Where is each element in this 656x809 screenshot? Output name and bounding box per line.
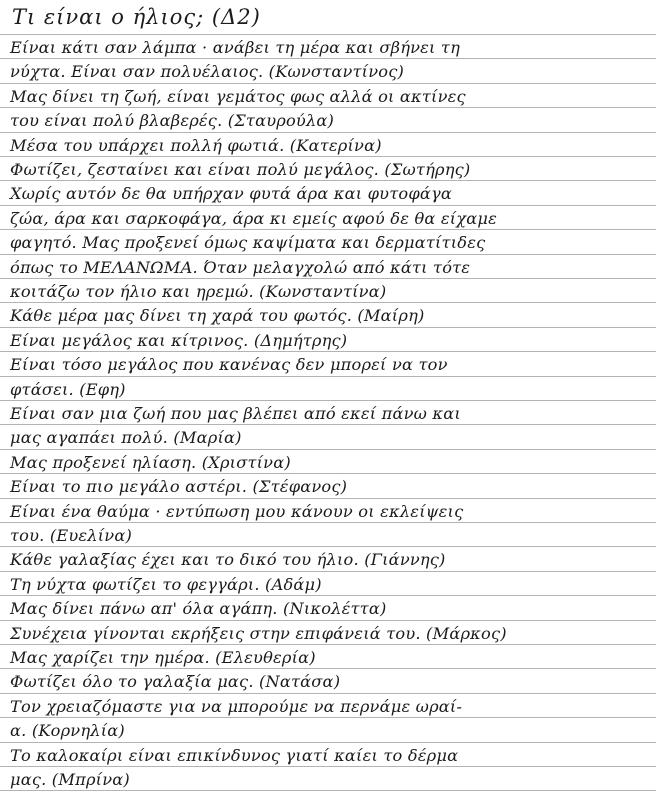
text-line: Είναι τόσο μεγάλος που κανένας δεν μπορεί να τον	[10, 355, 448, 375]
text-line: Το καλοκαίρι είναι επικίνδυνος γιατί καίει το δέρμα	[10, 745, 459, 765]
text-line: όπως το ΜΕΛΑΝΩΜΑ. Όταν μελαγχολώ από κάτι τότε	[10, 257, 471, 277]
text-line: Είναι κάτι σαν λάμπα · ανάβει τη μέρα και σβήνει τη	[10, 38, 460, 57]
page-title: Τι είναι ο ήλιος; (Δ2)	[12, 5, 261, 29]
text-line: Τον χρειαζόμαστε για να μπορούμε να περνάμε ωραί-	[10, 696, 463, 716]
text-line: του είναι πολύ βλαβερές. (Σταυρούλα)	[10, 111, 335, 131]
text-line: Τη νύχτα φωτίζει το φεγγάρι. (Αδάμ)	[10, 574, 322, 594]
text-line: κοιτάζω τον ήλιο και ηρεμώ. (Κωνσταντίνα)	[10, 282, 387, 301]
text-line: νύχτα. Είναι σαν πολυέλαιος. (Κωνσταντίνος)	[10, 62, 404, 82]
text-line: Μέσα του υπάρχει πολλή φωτιά. (Κατερίνα)	[10, 135, 382, 155]
text-line: Είναι σαν μια ζωή που μας βλέπει από εκεί πάνω και	[10, 404, 461, 423]
text-line: Συνέχεια γίνονται εκρήξεις στην επιφάνειά του. (Μάρκος)	[10, 623, 507, 643]
text-line: Μας προξενεί ηλίαση. (Χριστίνα)	[10, 452, 291, 472]
text-line: Είναι το πιο μεγάλο αστέρι. (Στέφανος)	[10, 477, 348, 497]
text-line: φαγητό. Μας προξενεί όμως καψίματα και δερματίτιδες	[10, 233, 486, 253]
text-line: Είναι ένα θαύμα · εντύπωση μου κάνουν οι εκλείψεις	[10, 501, 464, 521]
text-line: Μας δίνει πάνω απ' όλα αγάπη. (Νικολέττα)	[10, 599, 387, 619]
text-line: Φωτίζει, ζεσταίνει και είναι πολύ μεγάλος. (Σωτήρης)	[10, 160, 471, 179]
text-line: α. (Κορνηλία)	[10, 721, 125, 741]
text-line: Είναι μεγάλος και κίτρινος. (Δημήτρης)	[10, 330, 348, 350]
text-line: Μας χαρίζει την ημέρα. (Ελευθερία)	[10, 648, 316, 667]
text-line: Μας δίνει τη ζωή, είναι γεμάτος φως αλλά οι ακτίνες	[10, 86, 466, 106]
text-line: μας αγαπάει πολύ. (Μαρία)	[10, 428, 242, 448]
text-line: του. (Ευελίνα)	[10, 526, 132, 545]
text-line: ζώα, άρα και σαρκοφάγα, άρα κι εμείς αφού δε θα είχαμε	[10, 208, 498, 228]
text-line: Κάθε γαλαξίας έχει και το δικό του ήλιο. (Γιάννης)	[10, 550, 446, 570]
text-line: φτάσει. (Εφη)	[10, 379, 126, 399]
text-line: Φωτίζει όλο το γαλαξία μας. (Νατάσα)	[10, 672, 341, 692]
text-line: μας. (Μπρίνα)	[10, 770, 130, 789]
text-line: Κάθε μέρα μας δίνει τη χαρά του φωτός. (Μαίρη)	[10, 306, 425, 326]
text-line: Χωρίς αυτόν δε θα υπήρχαν φυτά άρα και φυτοφάγα	[10, 184, 452, 204]
